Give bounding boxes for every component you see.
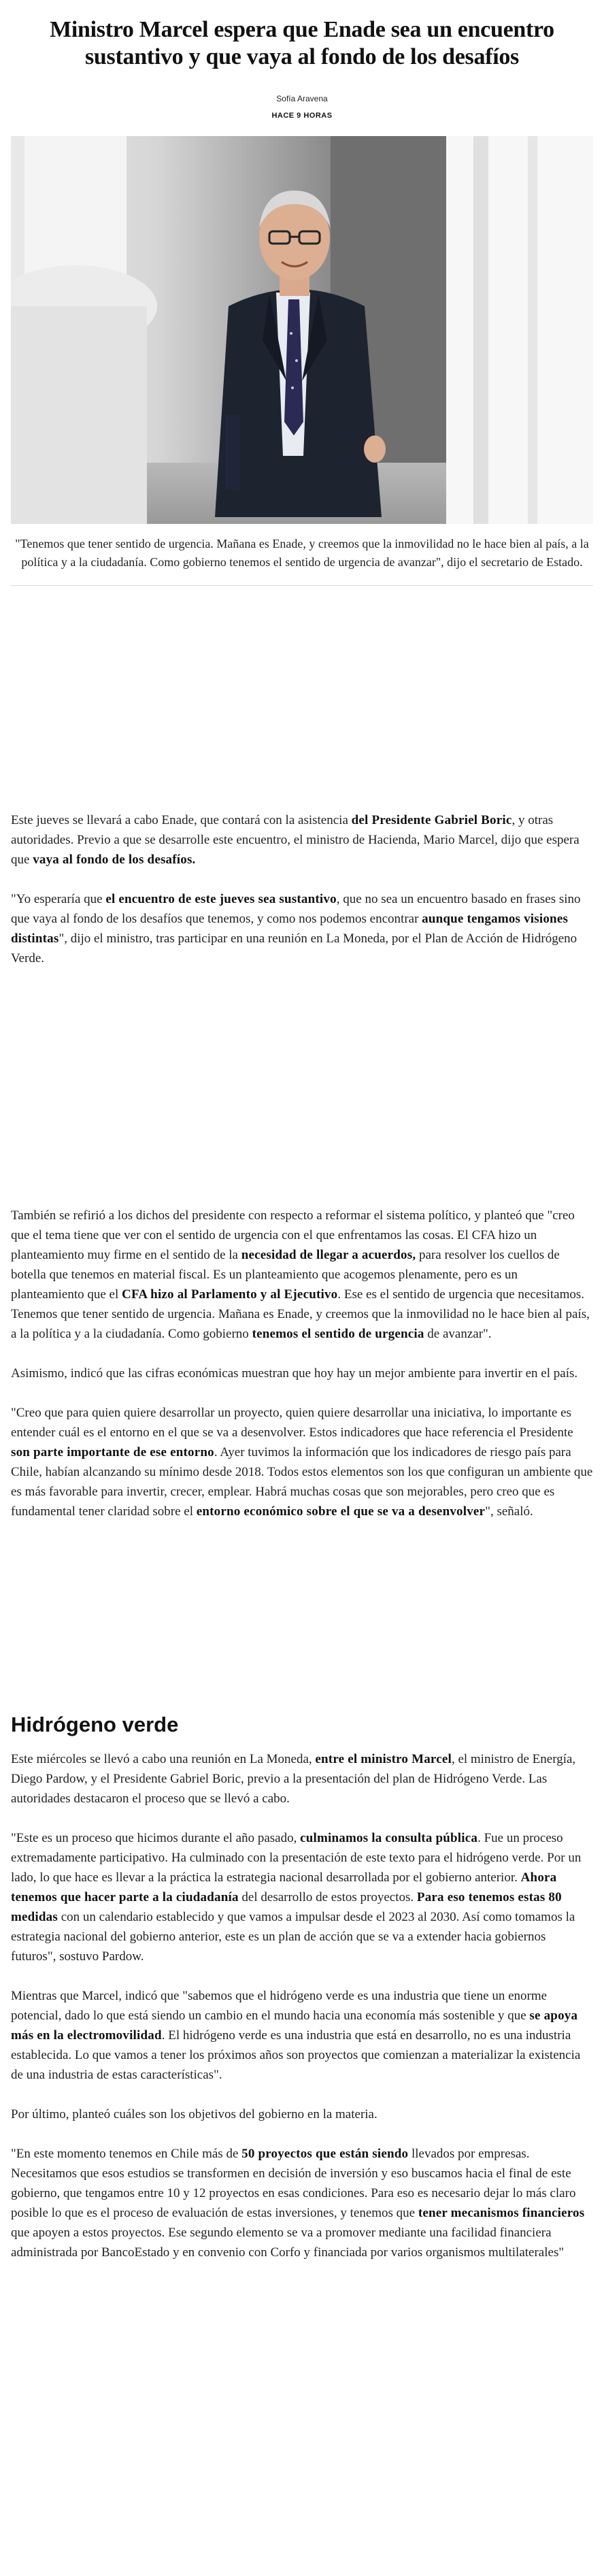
- bold-text: el encuentro de este jueves sea sustantivo: [105, 892, 337, 906]
- text-run: También se refirió a los dichos del presidente con respecto a reformar el sistema político, y planteó que "creo que el tema tiene que ver con el sentido de urgencia con el que enfrentamos las cosas. El CFA hizo un planteamiento muy firme en el sentido de la: [11, 1208, 575, 1262]
- paragraph: [11, 1749, 593, 1809]
- bold-text: Ahora tenemos que hacer parte a la ciudadanía: [11, 1870, 557, 1904]
- ad-slot: [0, 988, 604, 1206]
- text-run: , y otras autoridades. Previo a que se desarrolle este encuentro, el ministro de Hacienda, Mario Marcel, dijo que espera que: [11, 813, 580, 867]
- paragraph: [11, 1828, 593, 1966]
- text-run: , el ministro de Energía, Diego Pardow, y el Presidente Gabriel Boric, previo a la presentación del plan de Hidrógeno Verde. Las autoridades destacaron el proceso que se llevó a cabo.: [11, 1752, 576, 1806]
- paragraph: [11, 1364, 593, 1383]
- text-run: que apoyen a estos proyectos. Ese segundo elemento se va a promover mediante una facilidad financiera administrada por BancoEstado y en convenio con Corfo y financiada por varios organismos multilaterales": [11, 2226, 565, 2260]
- text-run: llevados por empresas. Necesitamos que esos estudios se transformen en decisión de inversión y eso buscamos hacia el final de este gobierno, que tengamos entre 10 y 12 proyectos en esas condiciones. Para eso es necesario dejar lo más claro posible lo que es el proceso de evaluación de estas inversiones, y tenemos que: [11, 2147, 576, 2220]
- text-run: "Creo que para quien quiere desarrollar un proyecto, quien quiere desarrollar una iniciativa, lo importante es entender cuál es el entorno en el que se va a desenvolver. Estos indicadores que hace referencia el Presidente: [11, 1406, 573, 1440]
- text-run: Por último, planteó cuáles son los objetivos del gobierno en la materia.: [11, 2107, 378, 2121]
- bold-text: culminamos la consulta pública: [300, 1831, 478, 1845]
- text-run: . El hidrógeno verde es una industria que está en desarrollo, no es una industria establecida. Lo que vamos a tener los próximos años son proyectos que comienzan a materializar la existencia de una industria de estas características".: [11, 2028, 581, 2082]
- bold-text: aunque tengamos visiones distintas: [11, 912, 569, 946]
- article-header: [0, 0, 604, 120]
- text-run: con un calendario establecido y que vamos a impulsar desde el 2023 al 2030. Así como tomamos la estrategia nacional del gobierno anterior, este es un plan de acción que se va a extender hacia gobiernos futuros", sostuvo Pardow.: [11, 1910, 575, 1964]
- section-title: Hidrógeno verde: [11, 1713, 179, 1736]
- text-run: "Este es un proceso que hicimos durante el año pasado,: [11, 1831, 301, 1845]
- publish-time: HACE 9 HORAS: [271, 112, 333, 120]
- photo-caption: "Tenemos que tener sentido de urgencia. Mañana es Enade, y creemos que la inmovilidad no le hace bien al país, a la política y a la ciudadanía. Como gobierno tenemos el sentido de urgencia de avanzar", dijo el secretario de Estado.: [11, 524, 593, 586]
- text-run: de avanzar".: [424, 1327, 492, 1341]
- bold-text: entorno económico sobre el que se va a desenvolver: [196, 1504, 486, 1519]
- text-run: , que no sea un encuentro basado en frases sino que vaya al fondo de los desafíos que tenemos, y como nos podemos encontrar: [11, 892, 581, 926]
- lead-figure: [11, 136, 593, 586]
- text-run: . Ese es el sentido de urgencia que necesitamos. Tenemos que tener sentido de urgencia. Mañana es Enade, y creemos que la inmovilidad no le hace bien al país, a la política y a la ciudadanía. Como gobierno: [11, 1287, 590, 1341]
- bold-text: entre el ministro Marcel: [315, 1752, 452, 1766]
- ad-slot: [0, 586, 604, 810]
- bold-text: necesidad de llegar a acuerdos,: [241, 1248, 416, 1262]
- article-body-3: [0, 1711, 604, 2262]
- text-run: "En este momento tenemos en Chile más de: [11, 2147, 242, 2161]
- article-body-2: [0, 1206, 604, 1521]
- bold-text: CFA hizo al Parlamento y al Ejecutivo: [122, 1287, 338, 1302]
- paragraph: [11, 2104, 593, 2124]
- paragraph: [11, 889, 593, 968]
- article-body-1: [0, 810, 604, 968]
- bold-text: del Presidente Gabriel Boric: [351, 813, 512, 827]
- bold-text: Para eso tenemos estas 80 medidas: [11, 1890, 562, 1924]
- author-name[interactable]: Sofía Aravena: [276, 94, 328, 103]
- text-run: ", dijo el ministro, tras participar en una reunión en La Moneda, por el Plan de Acción de Hidrógeno Verde.: [11, 931, 577, 965]
- ad-slot: [0, 1541, 604, 1711]
- text-run: . Ayer tuvimos la información que los indicadores de riesgo país para Chile, habían alcanzando su mínimo desde 2018. Todos estos elementos son los que configuran un ambiente que es más favorable para invertir, crecer, emplear. Habrá muchas cosas que son mejorables, pero creo que es fundamental tener claridad sobre el: [11, 1445, 593, 1519]
- bold-text: tenemos el sentido de urgencia: [252, 1327, 424, 1341]
- paragraph: [11, 1206, 593, 1344]
- bold-text: tener mecanismos financieros: [418, 2206, 585, 2220]
- text-run: para resolver los cuellos de botella que tenemos en material fiscal. Es un planteamiento que acogemos plenamente, pero es un planteamiento que el: [11, 1248, 560, 1302]
- bold-text: son parte importante de ese entorno: [11, 1445, 214, 1459]
- paragraph: [11, 1403, 593, 1521]
- text-run: Mientras que Marcel, indicó que "sabemos que el hidrógeno verde es una industria que tiene un enorme potencial, dado lo que está siendo un cambio en el mundo hacia una economía más sostenible y que: [11, 1989, 548, 2023]
- article-headline: Ministro Marcel espera que Enade sea un encuentro sustantivo y que vaya al fondo de los desafíos: [50, 17, 554, 69]
- text-run: Asimismo, indicó que las cifras económicas muestran que hoy hay un mejor ambiente para invertir en el país.: [11, 1366, 578, 1381]
- text-run: del desarrollo de estos proyectos.: [238, 1890, 417, 1904]
- text-run: Este jueves se llevará a cabo Enade, que contará con la asistencia: [11, 813, 352, 827]
- text-run: Este miércoles se llevó a cabo una reunión en La Moneda,: [11, 1752, 316, 1766]
- text-run: "Yo esperaría que: [11, 892, 106, 906]
- lead-photo: [11, 136, 593, 524]
- paragraph: [11, 810, 593, 870]
- text-run: ", señaló.: [485, 1504, 533, 1519]
- text-run: . Fue un proceso extremadamente participativo. Ha culminado con la presentación de este texto para el hidrógeno verde. Por un lado, lo que hace es llevar a la práctica la estrategia nacional desarrollada por el gobierno anterior.: [11, 1831, 582, 1885]
- bold-text: 50 proyectos que están siendo: [241, 2147, 409, 2161]
- paragraph: [11, 2144, 593, 2262]
- bold-text: vaya al fondo de los desafíos.: [33, 853, 196, 867]
- paragraph: [11, 1986, 593, 2085]
- bold-text: se apoya más en la electromovilidad: [11, 2009, 578, 2043]
